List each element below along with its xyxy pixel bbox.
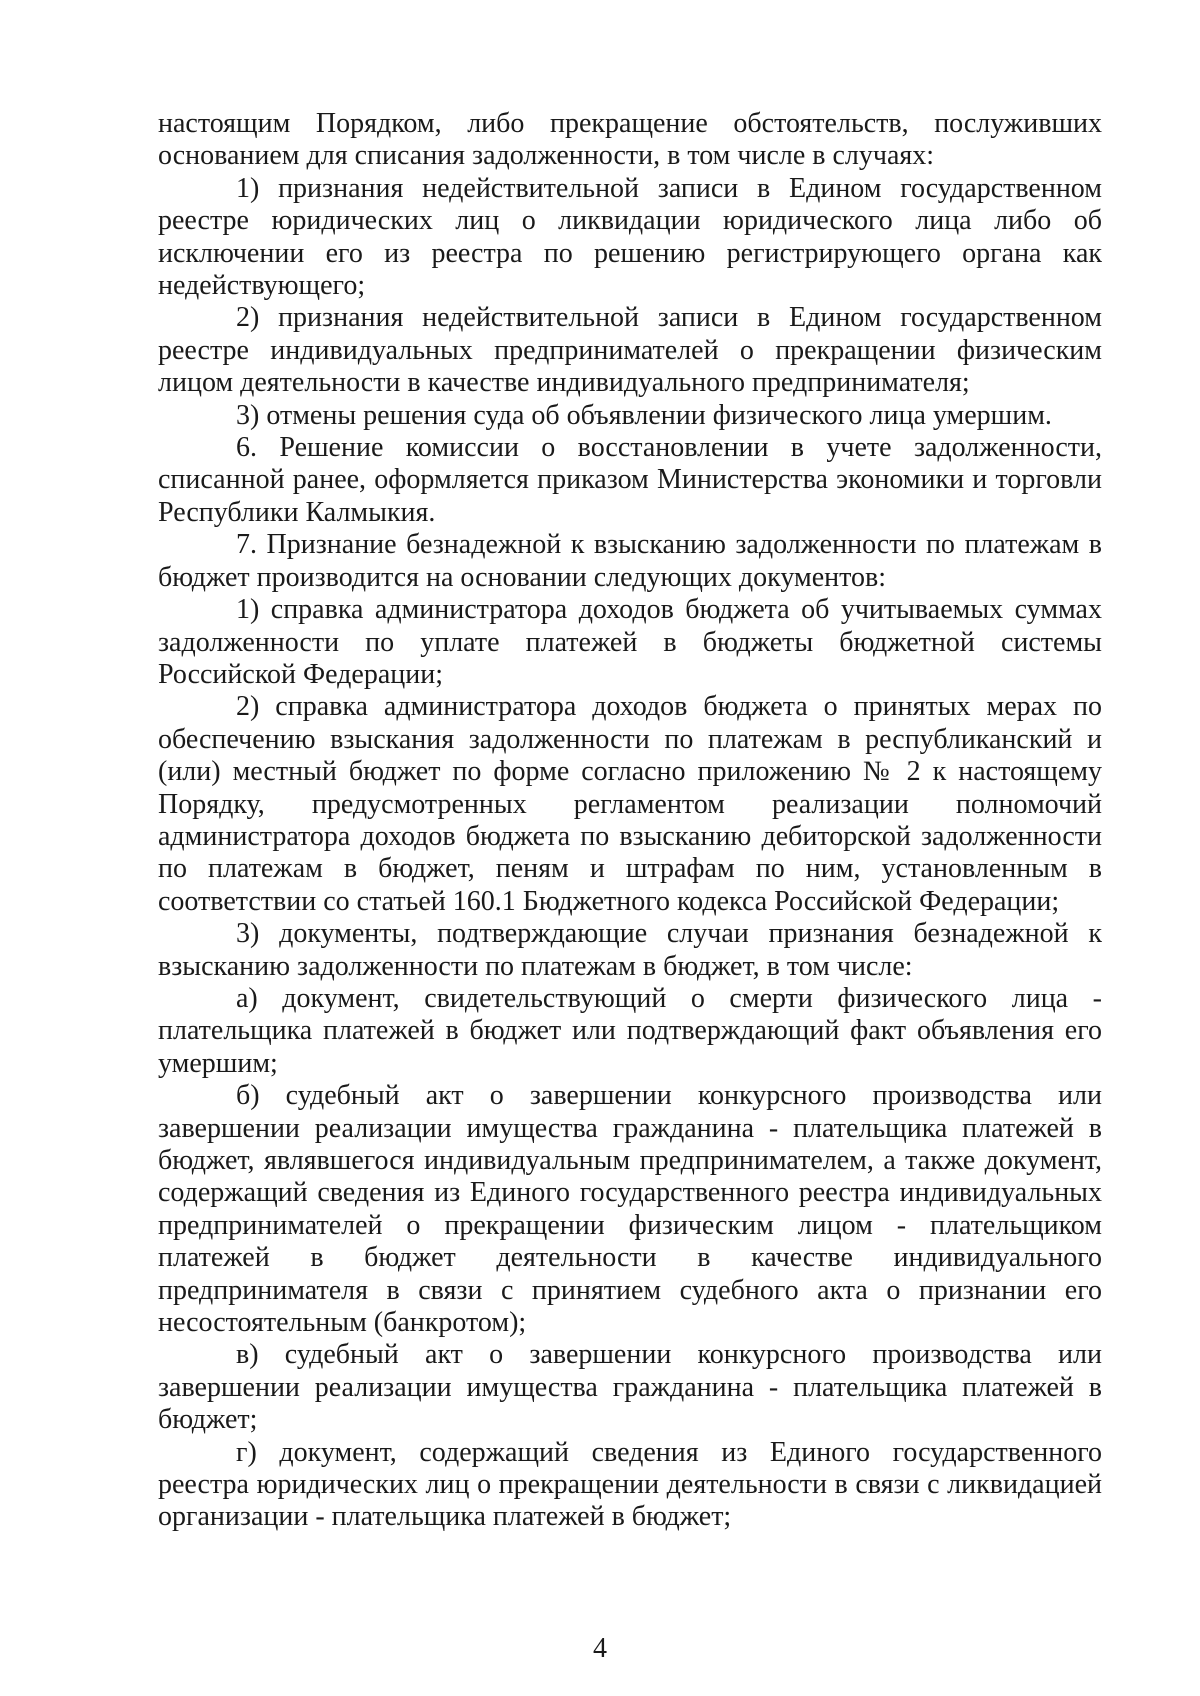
paragraph-clause-7-item-2: 2) справка администратора доходов бюджета о принятых мерах по обеспечению взыскания задолженности по платежам в республиканский и (или) местный бюджет по форме согласно приложению № 2 к настоящему Порядку, предусмотренных регламентом реализации полномочий администратора доходов бюджета по взысканию дебиторской задолженности по платежам в бюджет, пеням и штрафам по ним, установленным в соответствии со статьей 160.1 Бюджетного кодекса Российской Федерации; [158, 691, 1102, 917]
document-body [158, 108, 1102, 1534]
paragraph-item-3-court-decision: 3) отмены решения суда об объявлении физического лица умершим. [236, 399, 1052, 431]
page-number: 4 [593, 1633, 607, 1664]
paragraph-continuation: настоящим Порядком, либо прекращение обстоятельств, послуживших основанием для списания задолженности, в том числе в случаях: [158, 108, 1102, 172]
paragraph-subitem-v: в) судебный акт о завершении конкурсного производства или завершении реализации имущества гражданина - плательщика платежей в бюджет; [158, 1339, 1102, 1436]
paragraph-subitem-g: г) документ, содержащий сведения из Единого государственного реестра юридических лиц о прекращении деятельности в связи с ликвидацией организации - плательщика платежей в бюджет; [158, 1436, 1102, 1533]
paragraph-clause-7-item-3: 3) документы, подтверждающие случаи признания безнадежной к взысканию задолженности по платежам в бюджет, в том числе: [158, 918, 1102, 982]
paragraph-item-1-legal-entities: 1) признания недействительной записи в Едином государственном реестре юридических лиц о ликвидации юридического лица либо об исключении его из реестра по решению регистрирующего органа как недействующего; [158, 172, 1102, 302]
paragraph-clause-7-item-1: 1) справка администратора доходов бюджета об учитываемых суммах задолженности по уплате платежей в бюджеты бюджетной системы Российской Федерации; [158, 594, 1102, 690]
paragraph-item-2-entrepreneurs: 2) признания недействительной записи в Едином государственном реестре индивидуальных предпринимателей о прекращении физическим лицом деятельности в качестве индивидуального предпринимателя; [158, 302, 1102, 399]
paragraph-subitem-b: б) судебный акт о завершении конкурсного производства или завершении реализации имущества гражданина - плательщика платежей в бюджет, являвшегося индивидуальным предпринимателем, а также документ, содержащий сведения из Единого государственного реестра индивидуальных предпринимателей о прекращении физическим лицом - плательщиком платежей в бюджет деятельности в качестве индивидуального предпринимателя в связи с принятием судебного акта о признании его несостоятельным (банкротом); [158, 1080, 1102, 1339]
paragraph-clause-6: 6. Решение комиссии о восстановлении в учете задолженности, списанной ранее, оформляется приказом Министерства экономики и торговли Республики Калмыкия. [158, 432, 1102, 528]
paragraph-clause-7: 7. Признание безнадежной к взысканию задолженности по платежам в бюджет производится на основании следующих документов: [158, 529, 1102, 593]
paragraph-subitem-a: а) документ, свидетельствующий о смерти физического лица - плательщика платежей в бюджет или подтверждающий факт объявления его умершим; [158, 982, 1102, 1079]
